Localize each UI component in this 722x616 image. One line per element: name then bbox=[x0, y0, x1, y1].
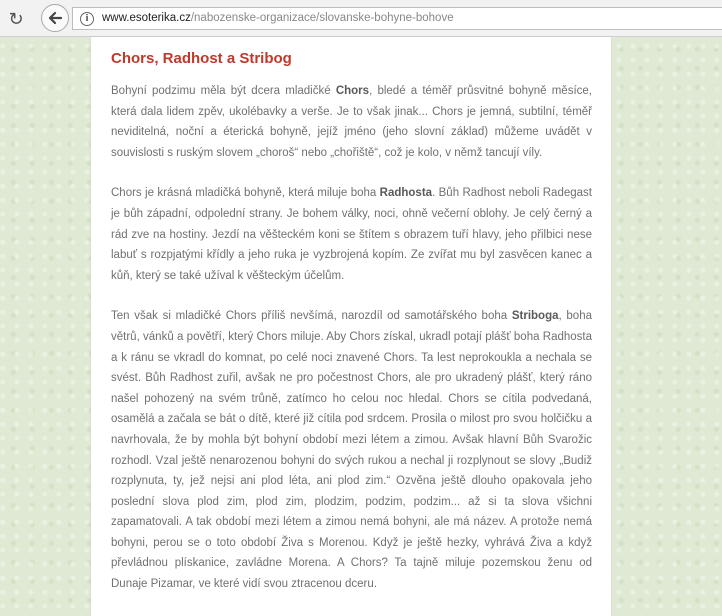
browser-toolbar bbox=[0, 0, 722, 37]
p2-text-2: . Bůh Radhost neboli Radegast je bůh západní, odpolední strany. Je bohem války, noci, ohně večerní oblohy. Je celý černý a rád zve na hostiny. Jezdí na věšteckém koni se štítem s obrazem tuří hlavy, jeho přilbici nese labuť s rozpjatými křídly a jeho ruka je vyzbrojená kopím. Ze zvířat mu byl zasvěcen kanec a kůň, který se také užíval k věšteckým účelům. bbox=[111, 187, 592, 282]
p3-text-1: Ten však si mladičké Chors příliš nevšímá, narozdíl od samotářského boha bbox=[111, 310, 512, 323]
back-button[interactable] bbox=[41, 4, 69, 32]
url-path: /nabozenske-organizace/slovanske-bohyne-bohove bbox=[190, 12, 454, 24]
url-domain: www.esoterika.cz bbox=[102, 12, 191, 24]
p1-text-1: Bohyní podzimu měla být dcera mladičké bbox=[111, 85, 336, 97]
article-body bbox=[111, 81, 592, 615]
url-text bbox=[102, 12, 454, 24]
paragraph-3 bbox=[111, 306, 592, 594]
paragraph-2 bbox=[111, 183, 592, 286]
p2-bold: Radhosta bbox=[379, 187, 433, 200]
reload-icon[interactable]: ↻ bbox=[8, 9, 24, 29]
info-icon[interactable]: i bbox=[80, 12, 94, 26]
back-arrow-icon bbox=[47, 10, 63, 26]
p1-bold: Chors bbox=[335, 85, 370, 97]
article-title: Chors, Radhost a Stribog bbox=[111, 50, 292, 67]
paragraph-1 bbox=[111, 81, 592, 163]
p2-text-1: Chors je krásná mladičká bohyně, která miluje boha bbox=[111, 187, 380, 200]
p1-text-2: , bledé a téměř průsvitné bohyně měsíce, která dala lidem zpěv, ukolébavky a verše. Je to však jinak... Chors je jemná, subtilní, téměř neviditelná, noční a éterická bohyně, jejíž jméno (jeho slovní základ) můžeme uvádět v souvislosti s ruským slovem „choroš“ nebo „chořiště“, což je kolo, v němž tancují víly. bbox=[111, 85, 592, 159]
p3-bold: Striboga bbox=[511, 310, 559, 323]
address-bar[interactable] bbox=[72, 7, 722, 30]
article-container bbox=[91, 37, 611, 616]
p3-text-2: , boha větrů, vánků a povětří, který Chors miluje. Aby Chors získal, ukradl potají plášť boha Radhosta a k ránu se vkradl do komnat, po celé noci znavené Chors. Ta lest neprokoukla a nechala se svést. Bůh Radhost zuřil, avšak ne pro počestnost Chors, ale pro ukradený plášť, který ráno našel pohozený na svém trůně, zatímco ho celou noc hledal. Chors se cítila podvedaná, osamělá a začala se bát o dítě, které již cítila pod srdcem. Prosila o milost pro svou holčičku a navrhovala, že by mohla být bohyní období mezi létem a zimou. Avšak hlavní Bůh Svarožic rozhodl. Vzal ještě nenarozenou bohyni do svých rukou a nechal ji rozplynout se slovy „Budiž rozplynuta, ty, jež nejsi ani plod léta, ani plod zim.“ Ozvěna ještě dlouho opakovala jeho poslední slova plod zim, plod zim, plodzim, podzim, podzim... až si ta slova všichni zapamatovali. A tak období mezi létem a zimou nemá bohyni, ale má název. A protože nemá bohyni, perou se o toto období Živa s Morenou. Když je ještě hezky, vyhrává Živa a když převládnou plískanice, zavládne Morena. A Chors? Ta tajně miluje pozemskou ženu od Dunaje Pizamar, ve které vidí svou ztracenou dceru. bbox=[111, 310, 592, 591]
